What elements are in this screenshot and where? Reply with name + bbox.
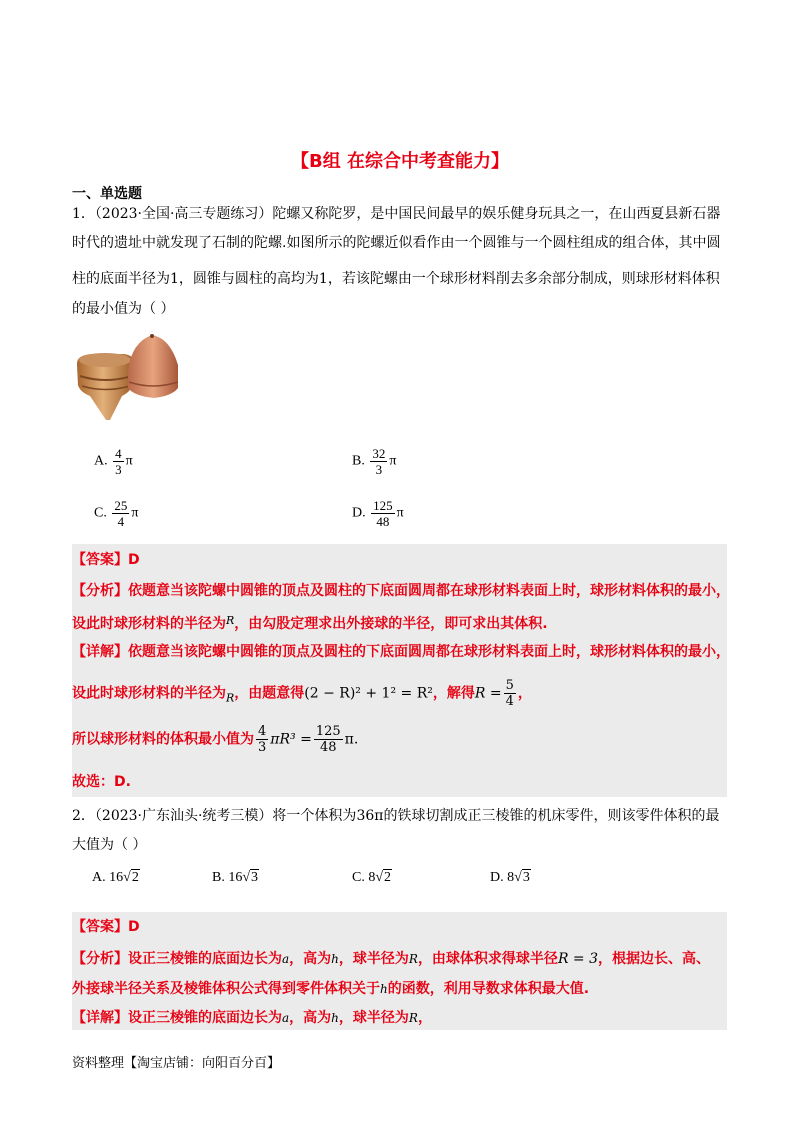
q2-line-1: 2．（2023·广东汕头·统考三模）将一个体积为36π的铁球切割成正三棱锥的机床零件，则该零件体积的最 [72, 808, 720, 824]
q1-option-a[interactable]: A. $\frac{4}{3}$ π [94, 446, 133, 477]
q1-detail-line-1: 【详解】依题意当该陀螺中圆锥的顶点及圆柱的下底面圆周都在球形材料表面上时，球形材料体积的最小， [72, 644, 730, 660]
q2-analysis-line-2: 外接球半径关系及棱锥体积公式得到零件体积关于h的函数，利用导数求体积最大值. [72, 981, 590, 997]
q1-line-3: 柱的底面半径为1，圆锥与圆柱的高均为1，若该陀螺由一个球形材料削去多余部分制成，则球形材料体积 [72, 271, 720, 287]
q2-analysis-line-1: 【分析】设正三棱锥的底面边长为a，高为h，球半径为R，由球体积求得球半径R = 3，根据边长、高、 [72, 951, 711, 967]
q1-option-d[interactable]: D. $\frac{125}{48}$ π [352, 498, 404, 529]
q2-option-b[interactable]: B. 16√3 [212, 870, 259, 885]
q2-line-2: 大值为（ ） [72, 837, 147, 853]
q1-detail-line-3: 所以球形材料的体积最小值为 $\frac{4}{3}$ πR³ = $\frac{125}{48}$ π. [72, 724, 359, 755]
q1-line-2: 时代的遗址中就发现了石制的陀螺.如图所示的陀螺近似看作由一个圆锥与一个圆柱组成的组合体，其中圆 [72, 235, 721, 251]
q1-choice: 故选：D. [72, 774, 131, 790]
q1-analysis-line-1: 【分析】依题意当该陀螺中圆锥的顶点及圆柱的下底面圆周都在球形材料表面上时，球形材料体积的最小， [72, 583, 730, 599]
q1-line-1: 1．（2023·全国·高三专题练习）陀螺又称陀罗，是中国民间最早的娱乐健身玩具之一，在山西夏县新石器 [72, 206, 721, 222]
q2-option-a[interactable]: A. 16√2 [92, 870, 139, 885]
q1-answer: 【答案】D [72, 552, 140, 568]
q1-option-b[interactable]: B. $\frac{32}{3}$ π [352, 446, 397, 477]
section-heading: 一、单选题 [72, 186, 142, 202]
q2-answer: 【答案】D [72, 919, 140, 935]
q1-line-4: 的最小值为（ ） [72, 301, 175, 317]
q2-detail-line-1: 【详解】设正三棱锥的底面边长为a，高为h，球半径为R， [72, 1010, 432, 1026]
page-title: 【B组 在综合中考查能力】 [291, 151, 509, 172]
q2-option-d[interactable]: D. 8√3 [490, 870, 530, 885]
page-footer: 资料整理【淘宝店铺：向阳百分百】 [72, 1056, 281, 1071]
q2-option-c[interactable]: C. 8√2 [352, 870, 392, 885]
q1-analysis-line-2: 设此时球形材料的半径为$^R$，由勾股定理求出外接球的半径，即可求出其体积. [72, 614, 548, 632]
spinning-top-image [72, 330, 184, 428]
q1-option-c[interactable]: C. $\frac{25}{4}$ π [94, 498, 139, 529]
q1-detail-line-2: 设此时球形材料的半径为$_R$，由题意得(2 − R)² + 1² = R²，解得R = $\frac{5}{4}$ ， [72, 678, 532, 709]
